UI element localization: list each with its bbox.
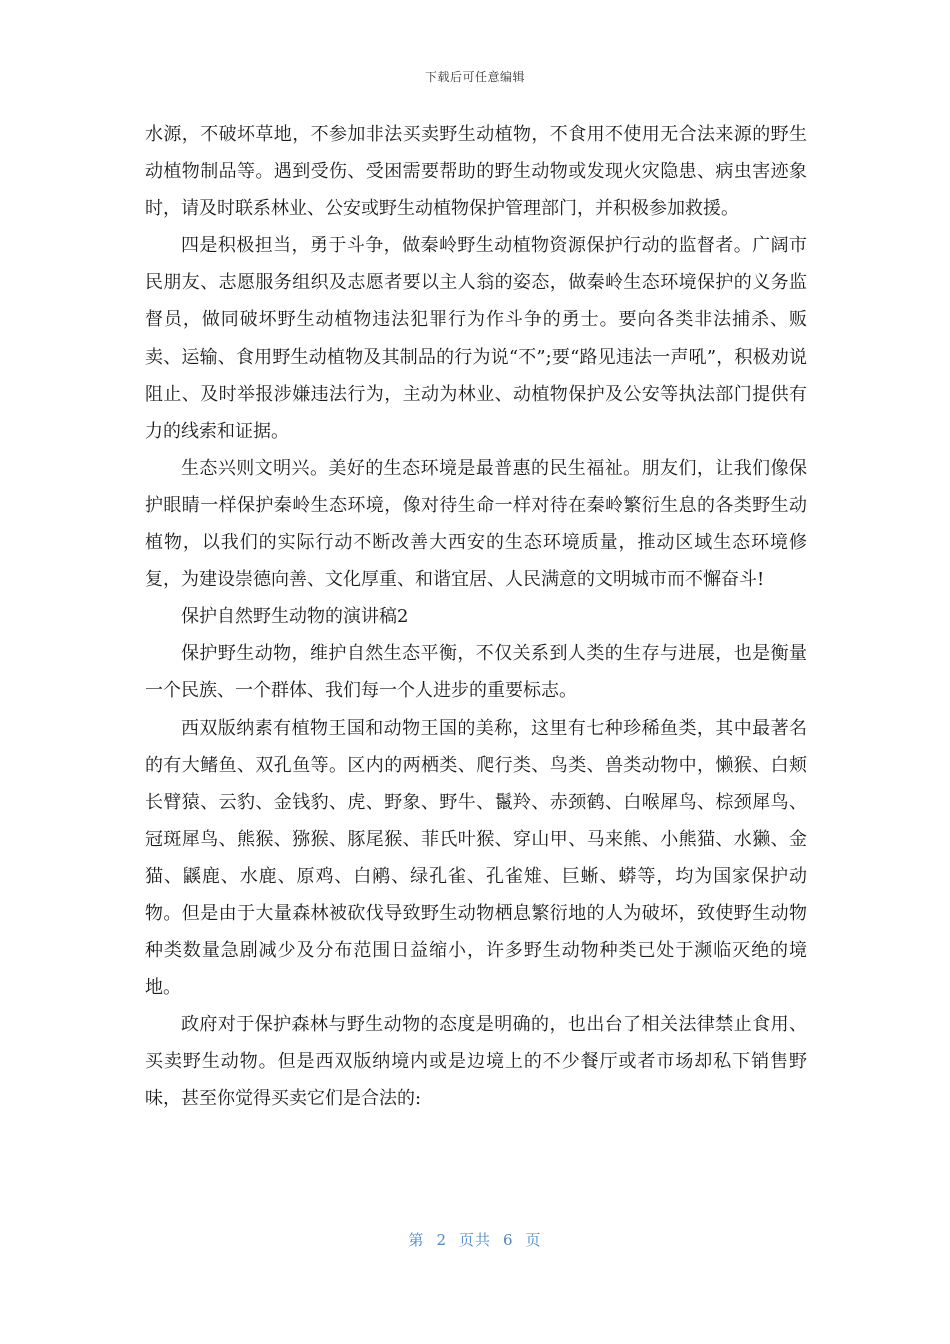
- paragraph-point-four: 四是积极担当，勇于斗争，做秦岭野生动植物资源保护行动的监督者。广阔市民朋友、志愿服务组织及志愿者要以主人翁的姿态，做秦岭生态环境保护的义务监督员，做同破坏野生动植物违法犯罪行为作斗争的勇士。要向各类非法捕杀、贩卖、运输、食用野生动植物及其制品的行为说“不”;要“路见违法一声吼”，积极劝说阻止、及时举报涉嫌违法行为，主动为林业、动植物保护及公安等执法部门提供有力的线索和证据。: [145, 235, 807, 442]
- footer-current-page: 2: [436, 1231, 447, 1249]
- footer-label-ye: 页: [525, 1231, 542, 1249]
- section-title: 保护自然野生动物的演讲稿2: [181, 606, 409, 628]
- page-footer: [0, 1229, 950, 1250]
- footer-label-di: 第: [408, 1231, 425, 1249]
- paragraph-intro: 保护野生动物，维护自然生态平衡，不仅关系到人类的生存与进展，也是衡量一个民族、一个群体、我们每一个人进步的重要标志。: [145, 643, 807, 702]
- footer-label-ye-gong: 页共: [458, 1231, 491, 1249]
- paragraph-government: 政府对于保护森林与野生动物的态度是明确的，也出台了相关法律禁止食用、买卖野生动物。但是西双版纳境内或是边境上的不少餐厅或者市场却私下销售野味，甚至你觉得买卖它们是合法的:: [145, 1014, 807, 1110]
- footer-total-pages: 6: [503, 1231, 514, 1249]
- paragraph-continued: 水源，不破坏草地，不参加非法买卖野生动植物，不食用不使用无合法来源的野生动植物制品等。遇到受伤、受困需要帮助的野生动物或发现火灾隐患、病虫害迹象时，请及时联系林业、公安或野生动植物保护管理部门，并积极参加救援。: [145, 124, 807, 220]
- paragraph-xishuangbanna: 西双版纳素有植物王国和动物王国的美称，这里有七种珍稀鱼类，其中最著名的有大鳍鱼、双孔鱼等。区内的两栖类、爬行类、鸟类、兽类动物中，懒猴、白颊长臂猿、云豹、金钱豹、虎、野象、野牛、鬣羚、赤颈鹤、白喉犀鸟、棕颈犀鸟、冠斑犀鸟、熊猴、猕猴、豚尾猴、菲氏叶猴、穿山甲、马来熊、小熊猫、水獭、金猫、鼷鹿、水鹿、原鸡、白鹇、绿孔雀、孔雀雉、巨蜥、蟒等，均为国家保护动物。但是由于大量森林被砍伐导致野生动物栖息繁衍地的人为破坏，致使野生动物种类数量急剧减少及分布范围日益缩小，许多野生动物种类已处于濒临灭绝的境地。: [145, 717, 807, 999]
- page-header: 下载后可任意编辑: [424, 70, 525, 84]
- paragraph-conclusion: 生态兴则文明兴。美好的生态环境是最普惠的民生福祉。朋友们，让我们像保护眼睛一样保护秦岭生态环境，像对待生命一样对待在秦岭繁衍生息的各类野生动植物，以我们的实际行动不断改善大西安的生态环境质量，推动区域生态环境修复，为建设崇德向善、文化厚重、和谐宜居、人民满意的文明城市而不懈奋斗!: [145, 457, 807, 591]
- document-body: [145, 116, 807, 1118]
